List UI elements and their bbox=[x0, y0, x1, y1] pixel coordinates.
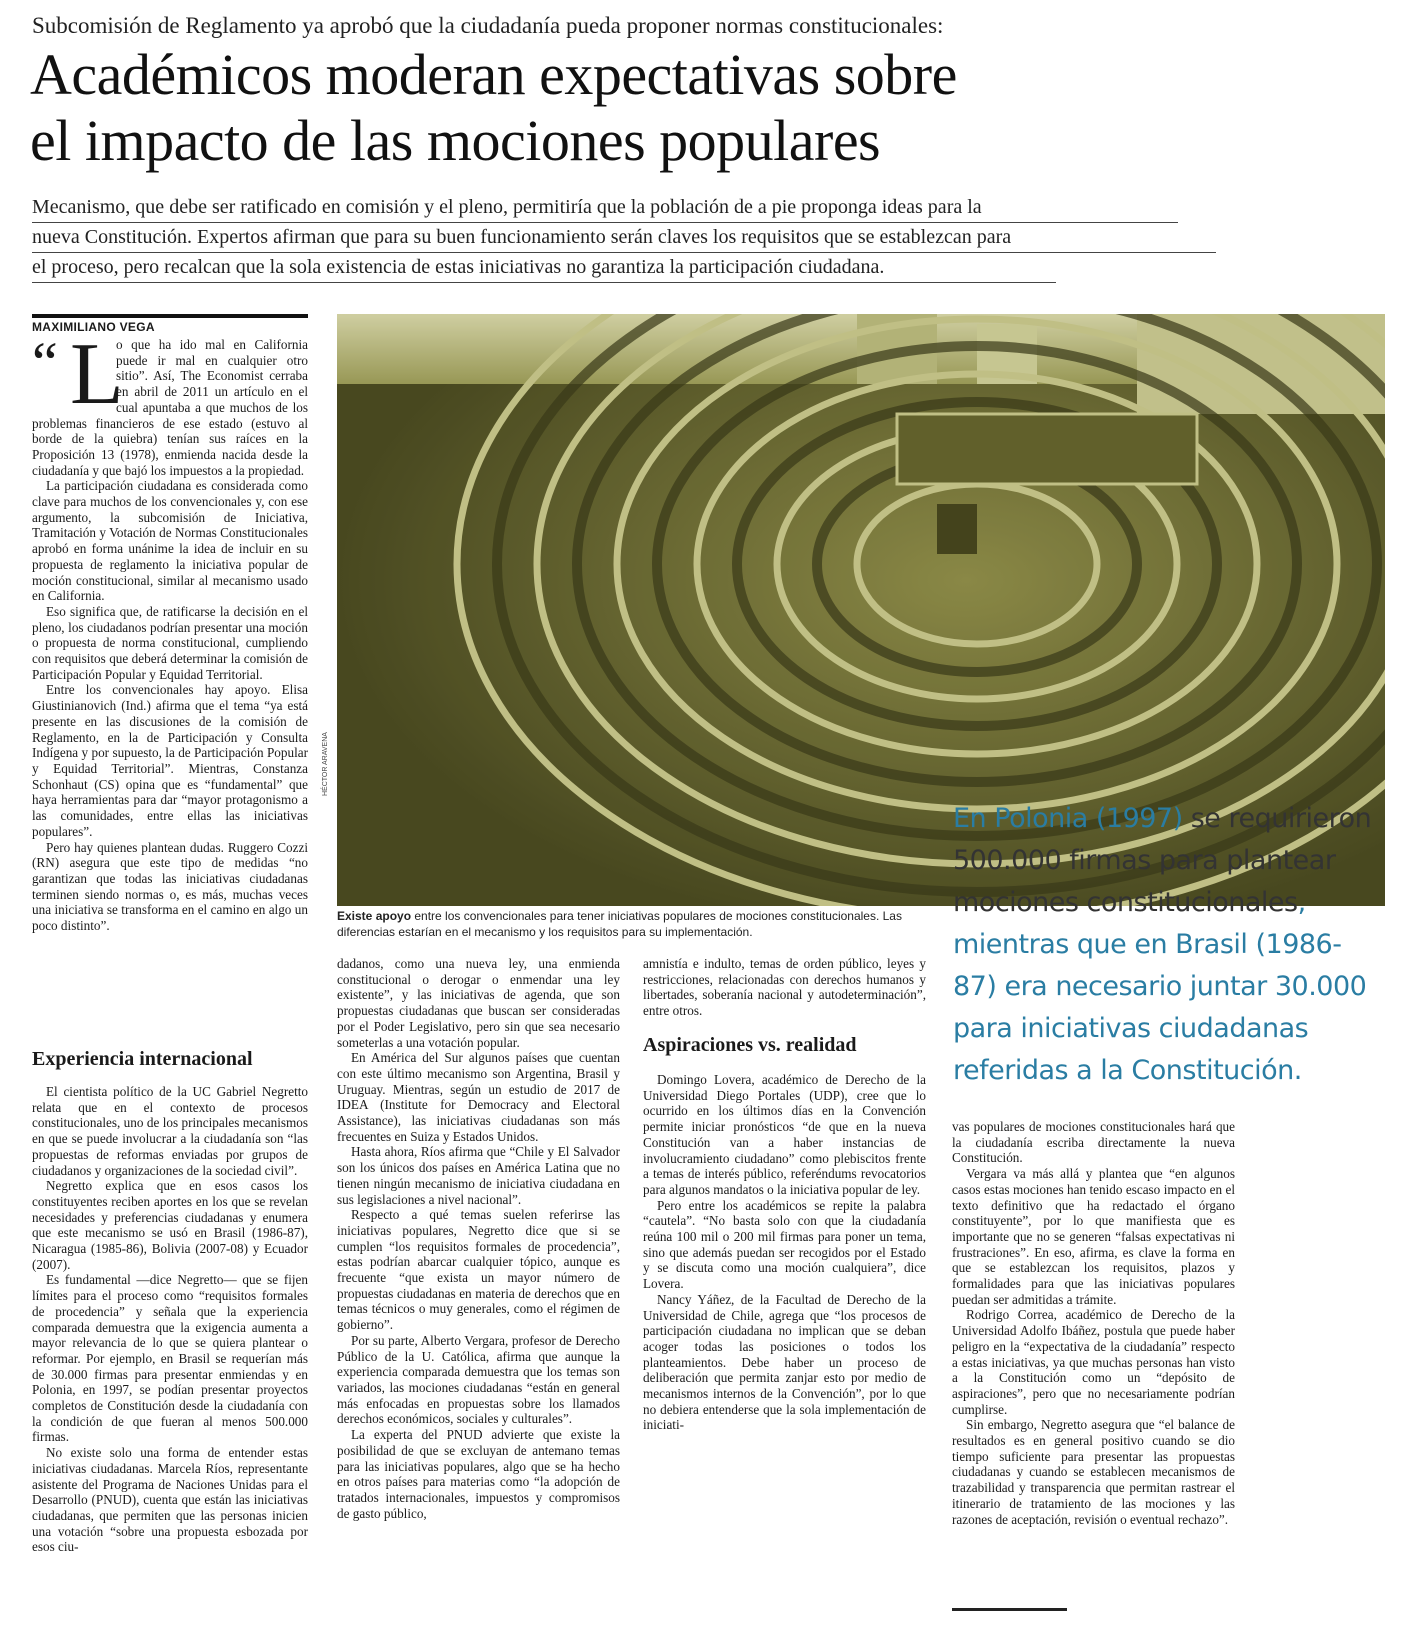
paragraph: Eso significa que, de ratificarse la decisión en el pleno, los ciudadanos podrían presentar una moción o propuesta de norma constitucional, cumpliendo con requisitos que deberá determinar la comisión de Participación Popular y Equidad Territorial. bbox=[32, 603, 308, 682]
paragraph: amnistía e indulto, temas de orden público, leyes y restricciones, relacionadas con derechos humanos y libertades, soberanía nacional y autodeterminación”, entre otros. bbox=[643, 956, 926, 1019]
article-headline bbox=[30, 42, 1230, 174]
headline-line: Académicos moderan expectativas sobre bbox=[30, 42, 957, 107]
pull-quote-highlight: , mientras que en Brasil (1986-87) era necesario juntar 30.000 para iniciativas ciudadanas referidas a la Constitución. bbox=[953, 887, 1367, 1086]
paragraph: Es fundamental —dice Negretto— que se fijen límites para el proceso como “requisitos formales de procedencia” y señala que la experiencia comparada demuestra que la exigencia aumenta a mayor relevancia de lo que se quiera plantear o reformar. Por ejemplo, en Brasil se requerían más de 30.000 firmas para presentar enmiendas y en Polonia, en 1997, se podían presentar proyectos completos de Constitución desde la ciudadanía con la condición de que fueran al menos 500.000 firmas. bbox=[32, 1272, 308, 1445]
paragraph: Respecto a qué temas suelen referirse las iniciativas populares, Negretto dice que si se cumplen “los requisitos formales de procedencia”, estas podrían abarcar cualquier tópico, aunque es frecuente “que exista un mayor número de propuestas ciudadanas en materia de derechos que en temas técnicos o muy generales, como el régimen de gobierno”. bbox=[337, 1207, 620, 1333]
paragraph: Nancy Yáñez, de la Facultad de Derecho de la Universidad de Chile, agrega que “los procesos de participación ciudadana no implican que se deban acoger todas las posiciones o todos los planteamientos. Debe haber un proceso de deliberación que permita zanjar esto por medio de mecanismos internos de la Convención”, por lo que no debiera entenderse que la sola implementación de iniciati- bbox=[643, 1291, 926, 1433]
paragraph: El cientista político de la UC Gabriel Negretto relata que en el contexto de procesos constitucionales, uno de los principales mecanismos en que se puede involucrar a la ciudadanía son “las propuestas de reformas enviadas por grupos de ciudadanos y organizaciones de la sociedad civil”. bbox=[32, 1084, 308, 1178]
byline: MAXIMILIANO VEGA bbox=[32, 320, 155, 334]
column-4 bbox=[952, 1119, 1235, 1527]
paragraph: En América del Sur algunos países que cuentan con este último mecanismo son Argentina, Brasil y Uruguay. Mientras, según un estudio de 2017 de IDEA (Institute for Democracy and Electoral Assistance), las iniciativas ciudadanas son más frecuentes en Suiza y Estados Unidos. bbox=[337, 1050, 620, 1144]
caption-text: entre los convencionales para tener iniciativas populares de mociones constitucionales. Las diferencias estarían en el mecanismo y los requisitos para su implementación. bbox=[337, 909, 902, 939]
paragraph: Entre los convencionales hay apoyo. Elisa Giustinianovich (Ind.) afirma que el tema “ya está presente en las discusiones de la comisión de Reglamento, en la de Participación y Consulta Indígena y por supuesto, la de Participación Popular y Equidad Territorial”. Mientras, Constanza Schonhaut (CS) opina que es “fundamental” que haya herramientas para dar “mayor protagonismo a las comunidades, entre ellas las iniciativas populares”. bbox=[32, 682, 308, 839]
photo-credit: HÉCTOR ARAVENA bbox=[322, 732, 329, 796]
drop-cap bbox=[32, 326, 124, 423]
deck-line: nueva Constitución. Expertos afirman que para su buen funcionamiento serán claves los requisitos que se establezcan para bbox=[32, 223, 1216, 253]
pull-quote-highlight: En Polonia (1997) bbox=[953, 803, 1183, 834]
photo-caption bbox=[337, 908, 937, 940]
pull-quote-text: se requirieron 500.000 firmas para plantear mociones constitucionales bbox=[953, 803, 1372, 918]
paragraph: vas populares de mociones constitucionales hará que la ciudadanía escriba directamente la nueva Constitución. bbox=[952, 1119, 1235, 1166]
paragraph: No existe solo una forma de entender estas iniciativas ciudadanas. Marcela Ríos, representante asistente del Programa de Naciones Unidas para el Desarrollo (PNUD), cuenta que están las iniciativas ciudadanas, que permiten que las personas inicien una votación “sobre una propuesta esbozada por esos ciu- bbox=[32, 1445, 308, 1555]
paragraph: Por su parte, Alberto Vergara, profesor de Derecho Público de la U. Católica, afirma que aunque la experiencia comparada demuestra que los temas son variados, las mociones ciudadanas “están en general más enfocadas en propuestas sobre los llamados derechos económicos, sociales y culturales”. bbox=[337, 1332, 620, 1427]
paragraph: Vergara va más allá y plantea que “en algunos casos estas mociones han tenido escaso impacto en el texto definitivo que ha redactado el órgano constituyente”, por lo que manifiesta que es importante que no se generen “falsas expectativas ni frustraciones”. En eso, afirma, es clave la forma en que se establezcan los requisitos, plazos y formalidades para que las iniciativas populares puedan ser admitidas a trámite. bbox=[952, 1166, 1235, 1307]
column-3 bbox=[643, 956, 926, 1019]
drop-cap-quote: “ bbox=[32, 330, 58, 395]
drop-cap-letter: L bbox=[70, 326, 124, 423]
pull-quote bbox=[953, 798, 1373, 1092]
paragraph: Sin embargo, Negretto asegura que “el balance de resultados es en general positivo cuando se dio tiempo suficiente para presentar las propuestas ciudadanas y cuando se establecen mecanismos de trazabilidad y transparencia que permitan rastrear el itinerario de tratamiento de las mociones y las razones de aceptación, revisión o eventual rechazo”. bbox=[952, 1417, 1235, 1527]
paragraph: “ L o que ha ido mal en California puede ir mal en cualquier otro sitio”. Así, The Economist cerraba en abril de 2011 un artículo en el cual apuntaba a que muchos de los problemas financieros de ese estado (estuvo al borde de la quiebra) tenían sus raíces en la Proposición 13 (1978), enmienda nacida desde la ciudadanía y que bajó los impuestos a la propiedad. bbox=[32, 326, 308, 478]
paragraph: Pero hay quienes plantean dudas. Ruggero Cozzi (RN) asegura que este tipo de medidas “no garantizan que todas las iniciativas ciudadanas terminen siendo normas o, es más, muchas veces una iniciativa se transforma en el camino en algo un poco distinto”. bbox=[32, 839, 308, 934]
column-2 bbox=[337, 956, 620, 1521]
subhead-aspiraciones: Aspiraciones vs. realidad bbox=[643, 1034, 857, 1056]
paragraph: dadanos, como una nueva ley, una enmienda constitucional o derogar o enmendar una ley existente”, y las iniciativas de agenda, que son propuestas ciudadanas que buscan ser consideradas por el Poder Legislativo, pero sin que sea necesario someterlas a una votación popular. bbox=[337, 956, 620, 1050]
deck-line: el proceso, pero recalcan que la sola existencia de estas iniciativas no garantiza la participación ciudadana. bbox=[32, 253, 1056, 283]
end-rule bbox=[952, 1608, 1067, 1611]
article-deck bbox=[32, 193, 1212, 283]
paragraph: Domingo Lovera, académico de Derecho de la Universidad Diego Portales (UDP), cree que lo ocurrido en los últimos días en la Convención permite iniciar pronósticos “de que en la nueva Constitución van a haber instancias de involucramiento ciudadano” como plebiscitos frente a temas de interés público, referéndums revocatorios para algunos mandatos o la iniciativa popular de ley. bbox=[643, 1072, 926, 1197]
article-kicker: Subcomisión de Reglamento ya aprobó que la ciudadanía pueda proponer normas constitucionales: bbox=[32, 13, 944, 38]
deck-line: Mecanismo, que debe ser ratificado en comisión y el pleno, permitiría que la población de a pie proponga ideas para la bbox=[32, 193, 1178, 223]
paragraph: Pero entre los académicos se repite la palabra “cautela”. “No basta solo con que la ciudadanía reúna 100 mil o 200 mil firmas para poner un tema, sino que además puedan ser recogidos por el Estado y se discuta como una moción cualquiera”, dice Lovera. bbox=[643, 1197, 926, 1292]
paragraph: La experta del PNUD advierte que existe la posibilidad de que se excluyan de antemano temas para las iniciativas populares, algo que se ha hecho en otros países para materias como “la adopción de tratados internacionales, impuestos y compromisos de gasto público, bbox=[337, 1427, 620, 1521]
paragraph: La participación ciudadana es considerada como clave para muchos de los convencionales y, con ese argumento, la subcomisión de Iniciativa, Tramitación y Votación de Normas Constitucionales aprobó en forma unánime la idea de incluir en su propuesta de reglamento la iniciativa popular de moción constitucional, similar al mecanismo usado en California. bbox=[32, 478, 308, 604]
paragraph: Rodrigo Correa, académico de Derecho de la Universidad Adolfo Ibáñez, postula que puede haber peligro en la “expectativa de la ciudadanía” respecto a estas iniciativas, ya que muchas personas han visto a la Constitución como un “depósito de aspiraciones”, pero que no necesariamente podrían cumplirse. bbox=[952, 1307, 1235, 1417]
paragraph: Negretto explica que en esos casos los constituyentes reciben aportes en los que se revelan necesidades y preferencias ciudadanas y enumera que este mecanismo se usó en Brasil (1986-87), Nicaragua (1985-86), Bolivia (2007-08) y Ecuador (2007). bbox=[32, 1178, 308, 1272]
column-3b bbox=[643, 1072, 926, 1433]
caption-lead: Existe apoyo bbox=[337, 909, 412, 923]
headline-line: el impacto de las mociones populares bbox=[30, 108, 881, 173]
byline-rule bbox=[32, 314, 308, 318]
paragraph: Hasta ahora, Ríos afirma que “Chile y El Salvador son los únicos dos países en América Latina que no tienen ningún mecanismo de iniciativa ciudadana en sus legislaciones a nivel nacional”. bbox=[337, 1144, 620, 1207]
column-1b bbox=[32, 1084, 308, 1555]
subhead-international: Experiencia internacional bbox=[32, 1048, 253, 1070]
